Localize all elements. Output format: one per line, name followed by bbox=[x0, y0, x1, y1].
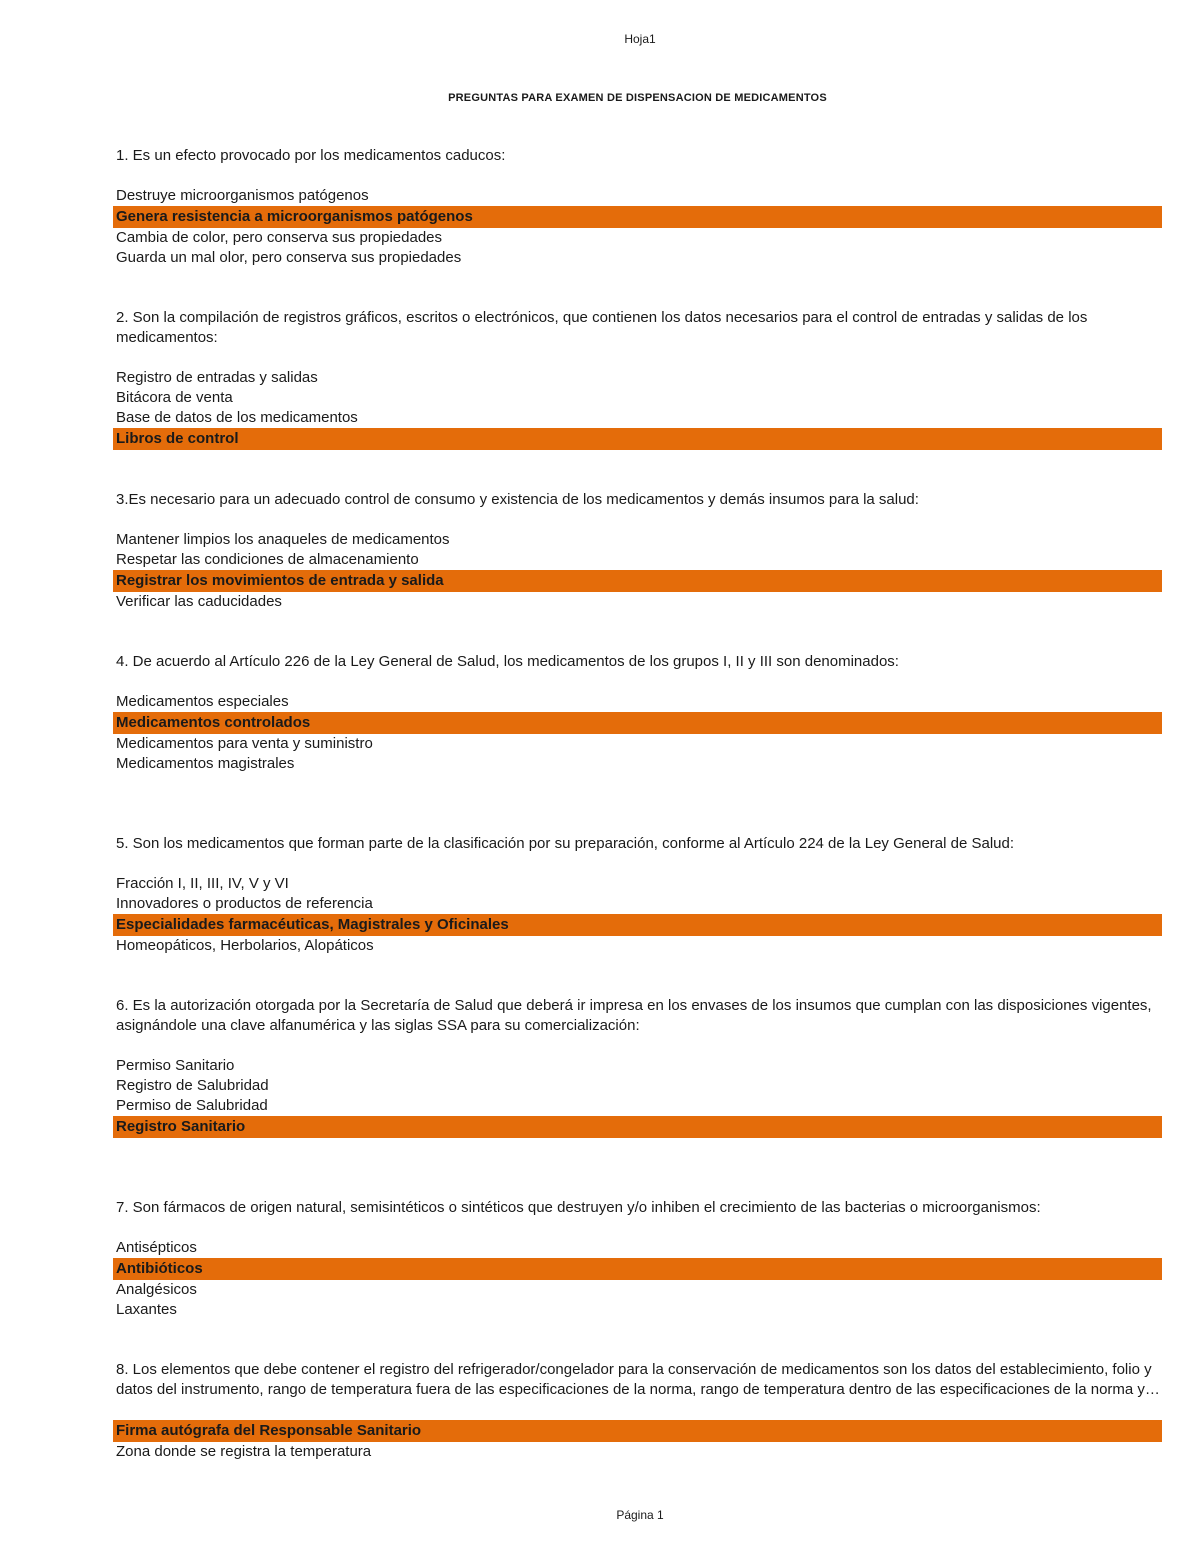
question-text: 3.Es necesario para un adecuado control de consumo y existencia de los medicamentos y demás insumos para la salud: bbox=[116, 491, 919, 508]
question-text: 5. Son los medicamentos que forman parte de la clasificación por su preparación, conforme al Artículo 224 de la Ley General de Salud: bbox=[116, 835, 1015, 852]
answer-option: Verificar las caducidades bbox=[116, 593, 282, 610]
answer-option: Respetar las condiciones de almacenamiento bbox=[116, 551, 419, 568]
answer-option: Destruye microorganismos patógenos bbox=[116, 187, 369, 204]
question-text: 4. De acuerdo al Artículo 226 de la Ley General de Salud, los medicamentos de los grupos I, II y III son denominados: bbox=[116, 653, 899, 670]
answer-option: Medicamentos magistrales bbox=[116, 755, 295, 772]
question-text: 2. Son la compilación de registros gráficos, escritos o electrónicos, que contienen los datos necesarios para el control de entradas y salidas de los medicamentos: bbox=[116, 309, 1088, 346]
answer-option: Registro de entradas y salidas bbox=[116, 369, 318, 386]
answer-option: Fracción I, II, III, IV, V y VI bbox=[116, 875, 289, 892]
answer-options bbox=[116, 368, 1162, 450]
question-block bbox=[116, 490, 1162, 612]
question-list bbox=[116, 146, 1162, 1462]
answer-options bbox=[116, 186, 1162, 268]
question-block bbox=[116, 146, 1162, 268]
correct-answer-option: Libros de control bbox=[113, 428, 1162, 450]
answer-options bbox=[116, 1238, 1162, 1320]
answer-option: Registro de Salubridad bbox=[116, 1077, 269, 1094]
answer-option: Guarda un mal olor, pero conserva sus propiedades bbox=[116, 249, 462, 266]
answer-option: Laxantes bbox=[116, 1301, 177, 1318]
correct-answer-option: Antibióticos bbox=[113, 1258, 1162, 1280]
answer-option: Base de datos de los medicamentos bbox=[116, 409, 358, 426]
answer-option: Antisépticos bbox=[116, 1239, 197, 1256]
correct-answer-option: Registrar los movimientos de entrada y salida bbox=[113, 570, 1162, 592]
question-text: 1. Es un efecto provocado por los medicamentos caducos: bbox=[116, 147, 506, 164]
answer-option: Homeopáticos, Herbolarios, Alopáticos bbox=[116, 937, 374, 954]
answer-option: Permiso Sanitario bbox=[116, 1057, 235, 1074]
answer-option: Analgésicos bbox=[116, 1281, 197, 1298]
answer-option: Zona donde se registra la temperatura bbox=[116, 1443, 372, 1460]
answer-option: Innovadores o productos de referencia bbox=[116, 895, 373, 912]
answer-option: Cambia de color, pero conserva sus propiedades bbox=[116, 229, 443, 246]
question-text: 8. Los elementos que debe contener el registro del refrigerador/congelador para la conservación de medicamentos son los datos del establecimiento, folio y datos del instrumento, rango de temperatura fuera de las especificaciones de la norma, rango de temperatura dentro de las especificaciones de la norma y… bbox=[116, 1361, 1160, 1398]
correct-answer-option: Firma autógrafa del Responsable Sanitario bbox=[113, 1420, 1162, 1442]
question-block bbox=[116, 1360, 1162, 1462]
answer-option: Bitácora de venta bbox=[116, 389, 233, 406]
answer-option: Medicamentos especiales bbox=[116, 693, 289, 710]
correct-answer-option: Genera resistencia a microorganismos patógenos bbox=[113, 206, 1162, 228]
question-block bbox=[116, 652, 1162, 774]
question-block bbox=[116, 308, 1162, 450]
sheet-name: Hoja1 bbox=[624, 32, 656, 46]
answer-option: Permiso de Salubridad bbox=[116, 1097, 268, 1114]
answer-option: Medicamentos para venta y suministro bbox=[116, 735, 373, 752]
answer-options bbox=[116, 692, 1162, 774]
question-block bbox=[116, 996, 1162, 1138]
correct-answer-option: Registro Sanitario bbox=[113, 1116, 1162, 1138]
question-block bbox=[116, 834, 1162, 956]
answer-options bbox=[116, 1420, 1162, 1462]
question-text: 6. Es la autorización otorgada por la Secretaría de Salud que deberá ir impresa en los envases de los insumos que cumplan con las disposiciones vigentes, asignándole una clave alfanumérica y las siglas SSA para su comercialización: bbox=[116, 997, 1152, 1034]
question-text: 7. Son fármacos de origen natural, semisintéticos o sintéticos que destruyen y/o inhiben el crecimiento de las bacterias o microorganismos: bbox=[116, 1199, 1041, 1216]
page-number: Página 1 bbox=[616, 1508, 664, 1522]
correct-answer-option: Medicamentos controlados bbox=[113, 712, 1162, 734]
answer-option: Mantener limpios los anaqueles de medicamentos bbox=[116, 531, 450, 548]
answer-options bbox=[116, 874, 1162, 956]
document-title: PREGUNTAS PARA EXAMEN DE DISPENSACION DE MEDICAMENTOS bbox=[448, 92, 827, 104]
answer-options bbox=[116, 530, 1162, 612]
question-block bbox=[116, 1198, 1162, 1320]
answer-options bbox=[116, 1056, 1162, 1138]
correct-answer-option: Especialidades farmacéuticas, Magistrales y Oficinales bbox=[113, 914, 1162, 936]
